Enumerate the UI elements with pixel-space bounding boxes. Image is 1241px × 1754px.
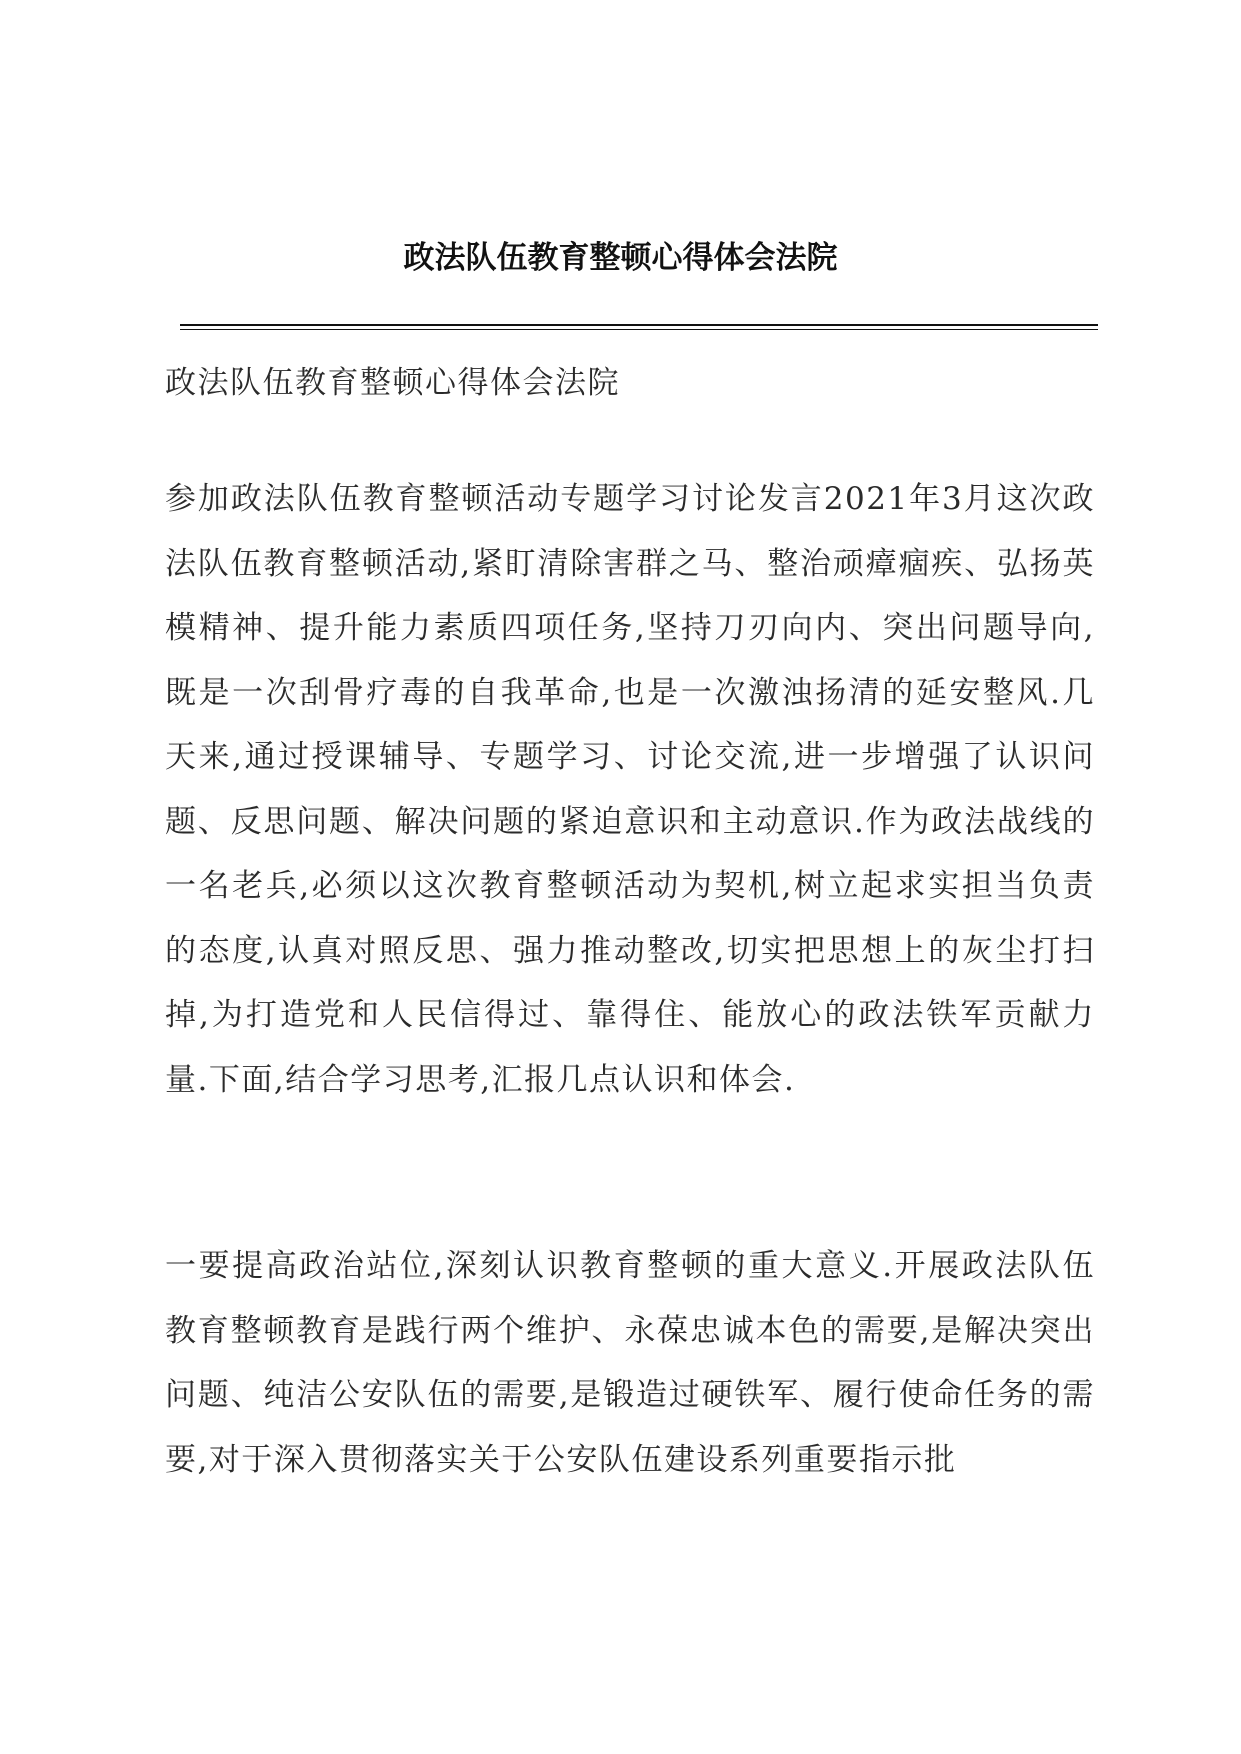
document-subtitle: 政法队伍教育整顿心得体会法院: [165, 365, 620, 401]
title-divider-thick: [180, 324, 1098, 326]
document-title: 政法队伍教育整顿心得体会法院: [403, 240, 838, 276]
body-paragraph: 一要提高政治站位,深刻认识教育整顿的重大意义.开展政法队伍教育整顿教育是践行两个维护、永葆忠诚本色的需要,是解决突出问题、纯洁公安队伍的需要,是锻造过硬铁军、履行使命任务的需要,对于深入贯彻落实关于公安队伍建设系列重要指示批: [165, 1248, 1095, 1478]
title-divider-thin: [180, 329, 1098, 330]
body-paragraph: 参加政法队伍教育整顿活动专题学习讨论发言2021年3月这次政法队伍教育整顿活动,紧盯清除害群之马、整治顽瘴痼疾、弘扬英模精神、提升能力素质四项任务,坚持刀刃向内、突出问题导向,既是一次刮骨疗毒的自我革命,也是一次激浊扬清的延安整风.几天来,通过授课辅导、专题学习、讨论交流,进一步增强了认识问题、反思问题、解决问题的紧迫意识和主动意识.作为政法战线的一名老兵,必须以这次教育整顿活动为契机,树立起求实担当负责的态度,认真对照反思、强力推动整改,切实把思想上的灰尘打扫掉,为打造党和人民信得过、靠得住、能放心的政法铁军贡献力量.下面,结合学习思考,汇报几点认识和体会.: [165, 481, 1095, 1098]
